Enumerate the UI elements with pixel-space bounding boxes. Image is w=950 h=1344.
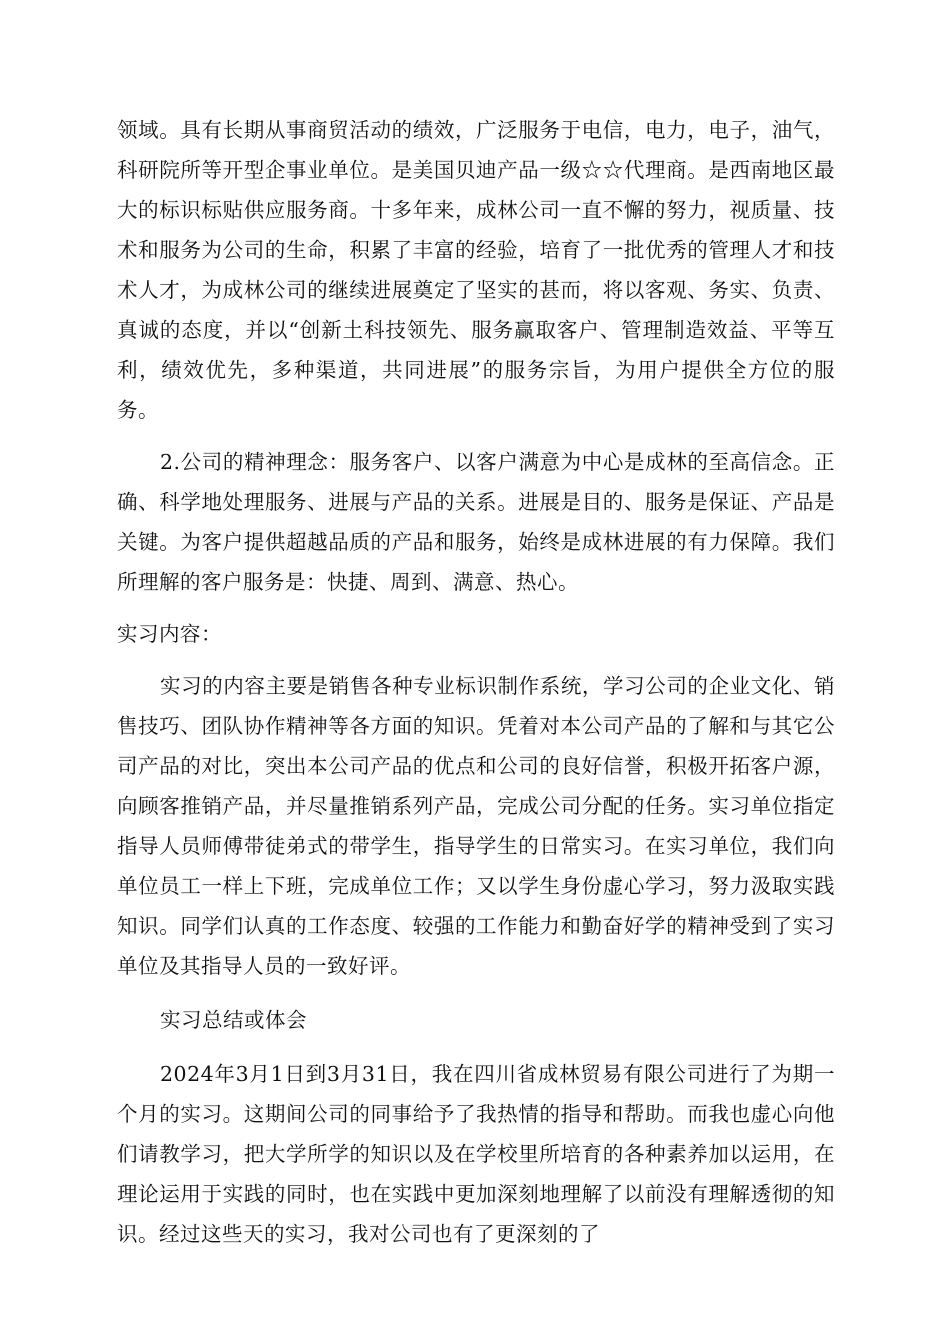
- heading-internship-content: 实习内容：: [117, 622, 222, 646]
- paragraph-internship-summary: 2024年3月1日到3月31日，我在四川省成林贸易有限公司进行了为期一个月的实习。这期间公司的同事给予了我热情的指导和帮助。而我也虚心向他们请教学习，把大学所学的知识以及在学校里所培育的各种素养加以运用，在理论运用于实践的同时，也在实践中更加深刻地理解了以前没有理解透彻的知识。经过这些天的实习，我对公司也有了更深刻的了: [117, 1062, 835, 1246]
- paragraph-company-philosophy: 2.公司的精神理念：服务客户、以客户满意为中心是成林的至高信念。正确、科学地处理服务、进展与产品的关系。进展是目的、服务是保证、产品是关键。为客户提供超越品质的产品和服务，始终是成林进展的有力保障。我们所理解的客户服务是：快捷、周到、满意、热心。: [117, 450, 835, 594]
- paragraph-internship-content: 实习的内容主要是销售各种专业标识制作系统，学习公司的企业文化、销售技巧、团队协作精神等各方面的知识。凭着对本公司产品的了解和与其它公司产品的对比，突出本公司产品的优点和公司的良好信誉，积极开拓客户源，向顾客推销产品，并尽量推销系列产品，完成公司分配的任务。实习单位指定指导人员师傅带徒弟式的带学生，指导学生的日常实习。在实习单位，我们向单位员工一样上下班，完成单位工作；又以学生身份虚心学习，努力汲取实践知识。同学们认真的工作态度、较强的工作能力和勤奋好学的精神受到了实习单位及其指导人员的一致好评。: [117, 674, 835, 978]
- paragraph-company-profile: 领域。具有长期从事商贸活动的绩效，广泛服务于电信，电力，电子，油气，科研院所等开型企事业单位。是美国贝迪产品一级☆☆代理商。是西南地区最大的标识标贴供应服务商。十多年来，成林公司一直不懈的努力，视质量、技术和服务为公司的生命，积累了丰富的经验，培育了一批优秀的管理人才和技术人才，为成林公司的继续进展奠定了坚实的甚而，将以客观、务实、负责、真诚的态度，并以“创新土科技领先、服务赢取客户、管理制造效益、平等互利，绩效优先，多种渠道，共同进展”的服务宗旨，为用户提供全方位的服务。: [117, 118, 835, 422]
- heading-internship-summary: 实习总结或体会: [160, 1008, 307, 1032]
- document-body: [117, 110, 835, 1254]
